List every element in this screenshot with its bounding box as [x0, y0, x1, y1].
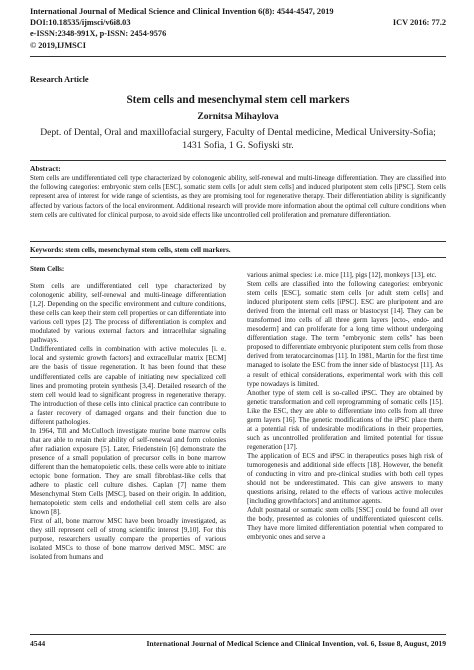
issn-line: e-ISSN:2348-991X, p-ISSN: 2454-9576 — [30, 29, 167, 39]
paragraph: various animal species: i.e. mice [11], pigs [12], monkeys [13], etc. — [247, 271, 437, 279]
paragraph: Adult postnatal or somatic stem cells [SSC] could be found all over the body, presented as colonies of undifferentiated quiescent cells. They have more limited differentiation potential when compared to embryonic ones and serve a — [247, 506, 443, 542]
author-affiliation: Dept. of Dental, Oral and maxillofacial surgery, Faculty of Dental medicine, Medical University-Sofia; 1431 Sofia, 1 G. Sofiyski str. — [40, 127, 436, 152]
paragraph: Undifferentiated cells in combination with active molecules [i. e. local and systemic growth factors] and extracellular matrix [ECM] are the basis of tissue regeneration. It has been found that these undifferentiated cells are capable of initiating new specialized cell lines and promoting protein synthesis [3,4]. Detailed research of the stem cell would lead to significant progress in regenerative therapy. The introduction of these cells into clinical practice can contribute to a faster recovery of damaged organs and their function due to different pathologies. — [30, 345, 226, 426]
keywords-rule — [30, 257, 446, 258]
paragraph: The application of ECS and iPSC in therapeutics poses high risk of tumorogenesis and additional side effects [18]. However, the benefit of conducting in vitro and pre-clinical studies with both cell types should not be underestimated. This can give answers to many questions arising, related to the effects of various active molecules [including growthfactors] and antitumor agents. — [247, 451, 443, 506]
icv-score: ICV 2016: 77.2 — [392, 18, 446, 28]
left-column — [30, 265, 226, 563]
paragraph: Stem cells are undifferentiated cell type characterized by colonogenic ability, self-renewal and multi-lineage differentiation [1,2]. Depending on the specific environment and culture conditions, these cells can keep their stem cell properties or can differentiate into various cell types [2]. The process of differentiation is complex and modulated by various external factors and intracellular signaling pathways. — [30, 282, 226, 345]
author-name: Zornitsa Mihaylova — [197, 111, 279, 122]
paragraph: Stem cells are classified into the following categories: embryonic stem cells [ESC], somatic stem cells [or adult stem cells] and induced pluripotent stem cells [iPSC]. ESC are pluripotent and are derived from the internal cell mass or blastocyst [14]. They can be transformed into cells of all three germ layers [ecto-, endo- and mesoderm] and can proliferate for a long time without undergoing differentiation stage. The term "embryonic stem cells" has been proposed to differentiate embryonic pluripotent stem cells from those derived from teratocarcinomas [11]. In 1981, Martin for the first time managed to isolate the ESC from the inner side of blastocyst [11]. As a result of ethical considerations, experimental work with this cell type nowadays is limited. — [247, 280, 443, 388]
footer-rule — [30, 634, 446, 635]
keywords: Keywords: stem cells, mesenchymal stem cells, stem cell markers. — [30, 246, 231, 254]
doi-line: DOI:10.18535/ijmsci/v6i8.03 — [30, 18, 131, 28]
header-divider — [30, 56, 446, 57]
footer-citation: International Journal of Medical Science and Clinical Invention, vol. 6, Issue 8, August, 2019 — [146, 639, 446, 648]
copyright-line: © 2019,IJMSCI — [30, 40, 86, 50]
abstract-label: Abstract: — [30, 164, 61, 173]
journal-citation-line: International Journal of Medical Science and Clinical Invention 6(8): 4544-4547, 2019 — [30, 7, 334, 16]
abstract-top-rule — [30, 160, 446, 161]
paragraph: In 1964, Till and McCulloch investigate murine bone marrow cells that are able to retain their ability of self-renewal and form colonies after radiation exposure [5]. Later, Friedenstein [6] demonstrate the presence of a small population of precursor cells in bone marrow different than the hematopoietic cells. these cells were able to initiate ectopic bone formation. They are small fibroblast-like cells that adhere to plastic cell culture dishes. Caplan [7] name them Mesenchymal Stem Cells [MSC], based on their origin. In addition, hematopoietic stem cells and endothelial cell stem cells are also known [8]. — [30, 426, 226, 517]
abstract-block — [30, 164, 446, 220]
journal-header — [30, 6, 446, 51]
abstract-text: Stem cells are undifferentiated cell type characterized by colonogenic ability, self-renewal and multi-lineage differentiation. They are classified into the following categories: embryonic stem cells [ESC], somatic stem cells [or adult stem cells] and induced pluripotent stem cells [iPSC]. Stem cells represent area of interest for wide range of scientists, as they are promising tool for regenerative therapy. Their differentiation ability is significantly affected by various factors of the local environment. Additional research will provide more information about the optimal cell culture conditions when stem cells are cultivated for clinical purpose, to avoid side effects like uncontrolled cell proliferation and premature differentiation. — [30, 175, 446, 219]
paragraph: First of all, bone marrow MSC have been broadly investigated, as they still represent cell of strong scientific interest [9,10]. For this purpose, researchers usually compare the properties of various isolated MSCs to those of bone marrow derived MSC. MSC are isolated from humans and — [30, 517, 226, 562]
abstract-bottom-rule — [30, 241, 446, 242]
right-column — [247, 271, 443, 542]
paragraph: Another type of stem cell is so-called iPSC. They are obtained by genetic transformation and cell reprogramming of somatic cells [15]. Like the ESC, they are able to differentiate into cells from all three germ layers [16]. The genetic modifications of the iPSC place them at a potential risk of undesirable modifications in their properties, such as uncontrolled proliferation and limited potential for tissue regeneration [17]. — [247, 388, 443, 451]
section-heading-stem-cells: Stem Cells: — [30, 265, 65, 273]
paper-title: Stem cells and mesenchymal stem cell markers — [126, 94, 350, 106]
article-type: Research Article — [30, 75, 89, 84]
page-footer — [30, 639, 446, 648]
page-number: 4544 — [30, 639, 46, 648]
